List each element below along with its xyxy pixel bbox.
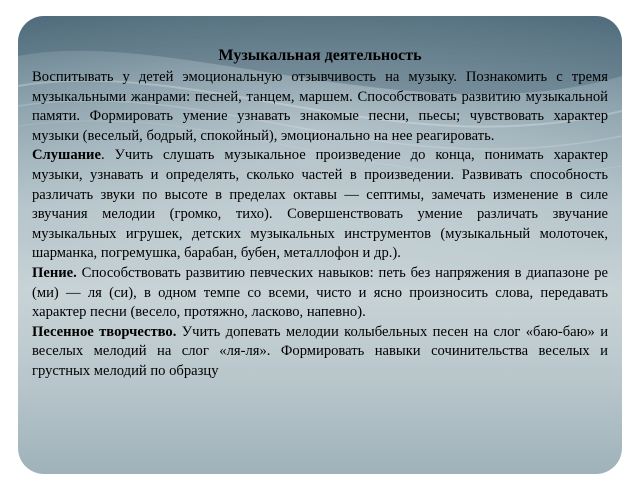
section-heading: Песенное творчество.	[32, 323, 177, 340]
section-heading: Слушание	[32, 147, 101, 164]
section-text: Учить допевать мелодии колыбельных песен на слог «баю-баю» и веселых мелодий на слог «ля-ля». Формировать навыки сочинительства веселых и грустных мелодий по образцу	[32, 323, 608, 379]
document-body	[32, 46, 608, 382]
section-separator: .	[100, 147, 115, 164]
section-song-creativity	[32, 323, 608, 382]
section-singing	[32, 264, 608, 323]
section-text: Способствовать развитию певческих навыков: петь без напряжения в диапазоне ре (ми) — ля (си), в одном темпе со всеми, чисто и ясно произносить слова, передавать характер песни (весело, протяжно, ласково, напевно).	[32, 264, 609, 321]
page-title: Музыкальная деятельность	[218, 47, 422, 64]
intro-paragraph: Воспитывать у детей эмоциональную отзывчивость на музыку. Познакомить с тремя музыкальными жанрами: песней, танцем, маршем. Способствовать развитию музыкальной памяти. Формировать умение узнавать знакомые песни, пьесы; чувствовать характер музыки (веселый, бодрый, спокойный), эмоционально на нее реагировать.	[32, 69, 608, 144]
slide-background	[18, 16, 622, 474]
section-text: Учить слушать музыкальное произведение до конца, понимать характер музыки, узнавать и определять, сколько частей в произведении. Развивать способность различать звуки по высоте в пределах октавы — септимы, замечать изменение в силе звучания мелодии (громко, тихо). Совершенствовать умение различать звучание музыкальных игрушек, детских музыкальных инструментов (музыкальный молоточек, шарманка, погремушка, барабан, бубен, металлофон и др.).	[32, 147, 609, 262]
section-listening	[32, 146, 608, 264]
section-heading: Пение.	[32, 264, 77, 281]
